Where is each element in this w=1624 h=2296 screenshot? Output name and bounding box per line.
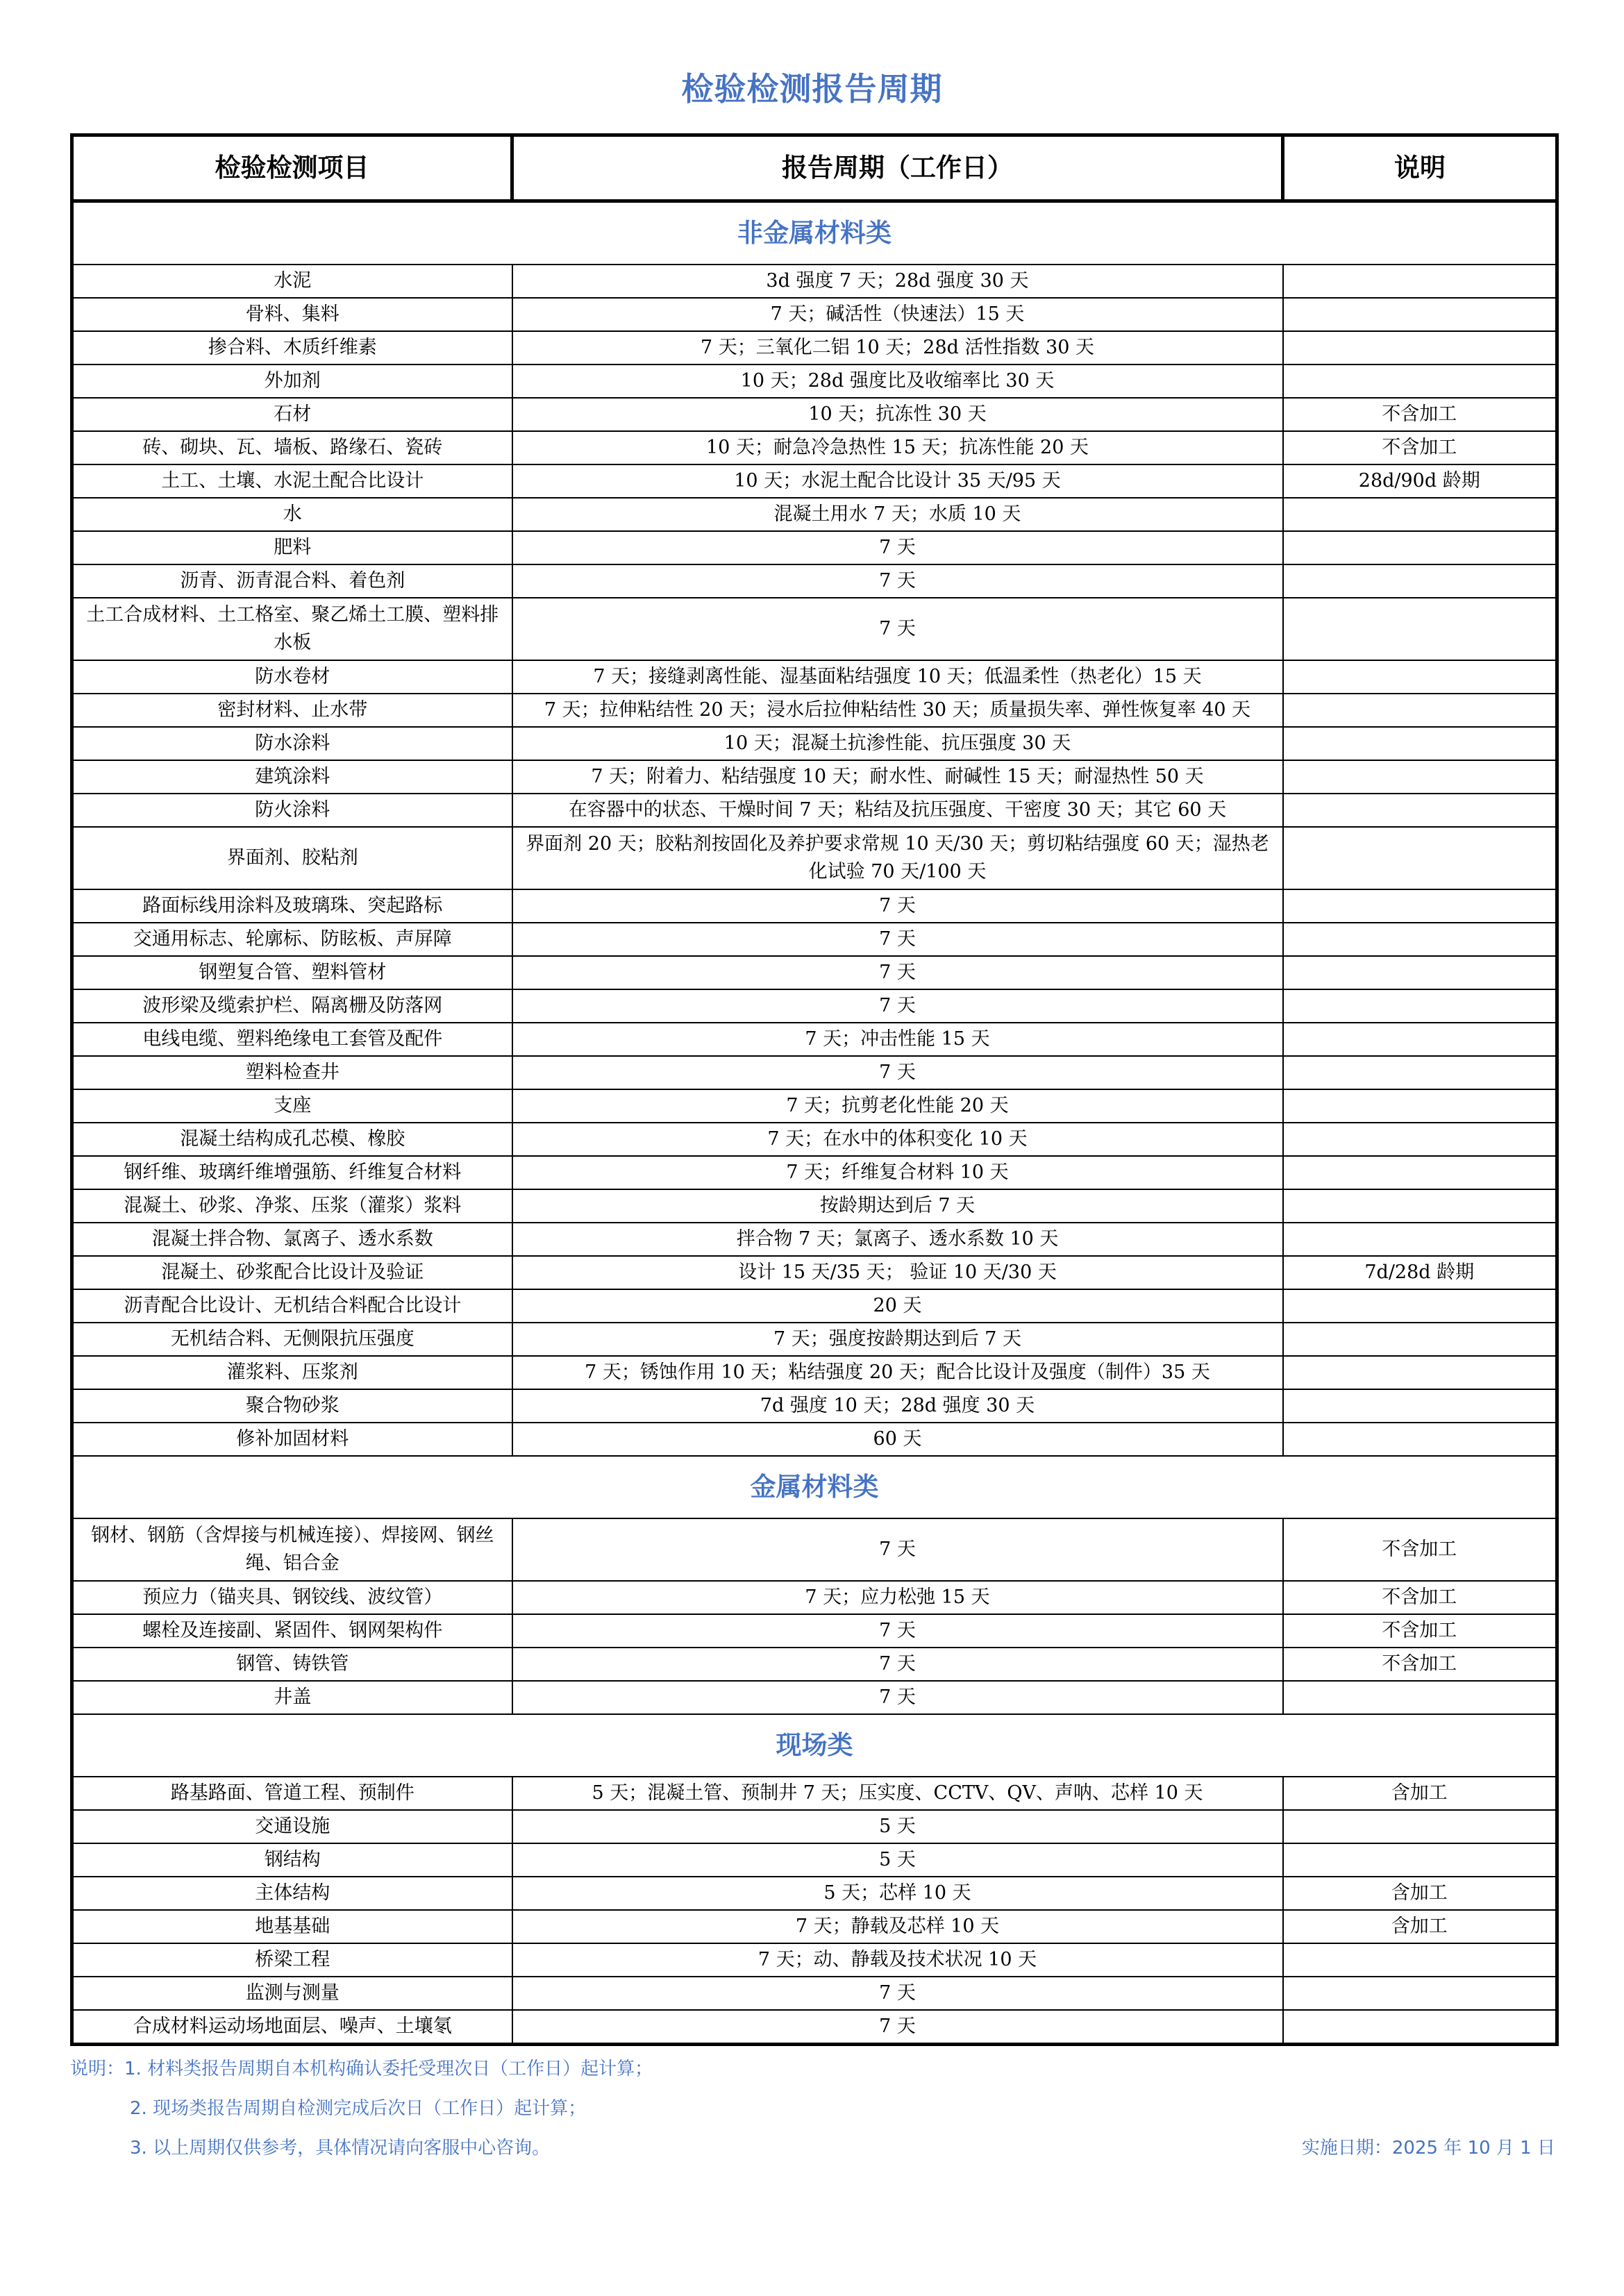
- cell-item: 钢塑复合管、塑料管材: [72, 956, 512, 989]
- cell-note: [1283, 498, 1557, 531]
- table-row: [72, 464, 1557, 498]
- note-line-1: 说明：1. 材料类报告周期自本机构确认委托受理次日（工作日）起计算；: [70, 2059, 653, 2079]
- cell-item: 钢纤维、玻璃纤维增强筋、纤维复合材料: [72, 1156, 512, 1189]
- table-row: [72, 827, 1557, 889]
- cell-item: 桥梁工程: [72, 1943, 512, 1977]
- cell-period: 7 天；纤维复合材料 10 天: [512, 1156, 1283, 1189]
- cell-note: [1283, 827, 1557, 889]
- cell-note: [1283, 989, 1557, 1023]
- cell-period: 7 天；锈蚀作用 10 天；粘结强度 20 天；配合比设计及强度（制件）35 天: [512, 1356, 1283, 1389]
- cell-note: [1283, 923, 1557, 956]
- table-row: [72, 760, 1557, 794]
- table-row: [72, 1910, 1557, 1943]
- cell-item: 钢结构: [72, 1843, 512, 1877]
- cell-note: [1283, 1023, 1557, 1056]
- cell-period: 7d 强度 10 天；28d 强度 30 天: [512, 1389, 1283, 1423]
- note-line-2: 2. 现场类报告周期自检测完成后次日（工作日）起计算；: [130, 2098, 587, 2119]
- cell-item: 交通设施: [72, 1810, 512, 1843]
- table-row: [72, 1356, 1557, 1389]
- cell-item: 波形梁及缆索护栏、隔离栅及防落网: [72, 989, 512, 1023]
- cell-note: [1283, 1943, 1557, 1977]
- cell-period: 10 天；混凝土抗渗性能、抗压强度 30 天: [512, 727, 1283, 760]
- cell-period: 按龄期达到后 7 天: [512, 1189, 1283, 1223]
- cell-note: [1283, 598, 1557, 660]
- table-row: [72, 2010, 1557, 2045]
- cell-note: [1283, 1123, 1557, 1156]
- table-row: [72, 794, 1557, 827]
- cell-period: 7 天: [512, 1518, 1283, 1581]
- cell-note: [1283, 1323, 1557, 1356]
- cell-note: [1283, 760, 1557, 794]
- cell-item: 螺栓及连接副、紧固件、钢网架构件: [72, 1614, 512, 1648]
- cell-note: 含加工: [1283, 1777, 1557, 1810]
- cell-item: 混凝土结构成孔芯模、橡胶: [72, 1123, 512, 1156]
- cell-period: 混凝土用水 7 天；水质 10 天: [512, 498, 1283, 531]
- cell-item: 交通用标志、轮廓标、防眩板、声屏障: [72, 923, 512, 956]
- table-row: [72, 298, 1557, 331]
- cell-note: [1283, 1056, 1557, 1089]
- cell-period: 7 天: [512, 989, 1283, 1023]
- cell-note: [1283, 2010, 1557, 2045]
- cell-note: 不含加工: [1283, 1581, 1557, 1614]
- table-row: [72, 1648, 1557, 1681]
- table-row: [72, 1423, 1557, 1456]
- cell-item: 合成材料运动场地面层、噪声、土壤氡: [72, 2010, 512, 2045]
- cell-period: 20 天: [512, 1289, 1283, 1323]
- cell-note: 不含加工: [1283, 431, 1557, 464]
- report-period-table: [70, 133, 1559, 2046]
- cell-period: 7 天: [512, 564, 1283, 598]
- cell-period: 7 天；拉伸粘结性 20 天；浸水后拉伸粘结性 30 天；质量损失率、弹性恢复率 40 天: [512, 694, 1283, 727]
- cell-item: 骨料、集料: [72, 298, 512, 331]
- cell-item: 主体结构: [72, 1877, 512, 1910]
- effective-date: 实施日期：2025 年 10 月 1 日: [1301, 2138, 1555, 2159]
- cell-note: [1283, 1423, 1557, 1456]
- cell-period: 7 天；接缝剥离性能、湿基面粘结强度 10 天；低温柔性（热老化）15 天: [512, 660, 1283, 694]
- cell-period: 7 天；应力松弛 15 天: [512, 1581, 1283, 1614]
- table-row: [72, 1681, 1557, 1714]
- cell-period: 7 天: [512, 2010, 1283, 2045]
- cell-item: 钢管、铸铁管: [72, 1648, 512, 1681]
- cell-item: 混凝土、砂浆配合比设计及验证: [72, 1256, 512, 1289]
- table-row: [72, 1614, 1557, 1648]
- cell-period: 界面剂 20 天；胶粘剂按固化及养护要求常规 10 天/30 天；剪切粘结强度 60 天；湿热老化试验 70 天/100 天: [512, 827, 1283, 889]
- cell-item: 塑料检查井: [72, 1056, 512, 1089]
- cell-period: 10 天；28d 强度比及收缩率比 30 天: [512, 364, 1283, 398]
- cell-note: [1283, 265, 1557, 298]
- cell-item: 土工、土壤、水泥土配合比设计: [72, 464, 512, 498]
- table-row: [72, 1223, 1557, 1256]
- cell-period: 5 天: [512, 1843, 1283, 1877]
- cell-item: 无机结合料、无侧限抗压强度: [72, 1323, 512, 1356]
- cell-item: 防火涂料: [72, 794, 512, 827]
- table-row: [72, 1289, 1557, 1323]
- table-row: [72, 398, 1557, 431]
- table-row: [72, 1056, 1557, 1089]
- table-row: [72, 1089, 1557, 1123]
- table-row: [72, 331, 1557, 364]
- header-item: 检验检测项目: [72, 135, 512, 201]
- cell-note: [1283, 1156, 1557, 1189]
- cell-item: 掺合料、木质纤维素: [72, 331, 512, 364]
- cell-note: [1283, 564, 1557, 598]
- cell-note: [1283, 727, 1557, 760]
- cell-note: [1283, 694, 1557, 727]
- cell-period: 7 天；冲击性能 15 天: [512, 1023, 1283, 1056]
- table-row: [72, 956, 1557, 989]
- cell-item: 井盖: [72, 1681, 512, 1714]
- cell-item: 沥青配合比设计、无机结合料配合比设计: [72, 1289, 512, 1323]
- cell-period: 3d 强度 7 天；28d 强度 30 天: [512, 265, 1283, 298]
- note-line-3: 3. 以上周期仅供参考，具体情况请向客服中心咨询。: [130, 2138, 551, 2159]
- table-row: [72, 989, 1557, 1023]
- cell-item: 聚合物砂浆: [72, 1389, 512, 1423]
- cell-period: 7 天: [512, 889, 1283, 923]
- section-row: [72, 1714, 1557, 1777]
- cell-note: [1283, 1289, 1557, 1323]
- table-row: [72, 889, 1557, 923]
- cell-period: 7 天；三氧化二铝 10 天；28d 活性指数 30 天: [512, 331, 1283, 364]
- cell-note: [1283, 1843, 1557, 1877]
- table-body: [72, 201, 1557, 2045]
- cell-period: 7 天；附着力、粘结强度 10 天；耐水性、耐碱性 15 天；耐湿热性 50 天: [512, 760, 1283, 794]
- cell-note: [1283, 1977, 1557, 2010]
- table-row: [72, 265, 1557, 298]
- cell-period: 60 天: [512, 1423, 1283, 1456]
- table-row: [72, 1123, 1557, 1156]
- header-period: 报告周期（工作日）: [512, 135, 1283, 201]
- cell-period: 7 天: [512, 956, 1283, 989]
- cell-note: [1283, 1389, 1557, 1423]
- cell-item: 路面标线用涂料及玻璃珠、突起路标: [72, 889, 512, 923]
- header-note: 说明: [1283, 135, 1557, 201]
- table-row: [72, 1256, 1557, 1289]
- cell-item: 混凝土、砂浆、净浆、压浆（灌浆）浆料: [72, 1189, 512, 1223]
- cell-item: 修补加固材料: [72, 1423, 512, 1456]
- cell-item: 外加剂: [72, 364, 512, 398]
- cell-item: 土工合成材料、土工格室、聚乙烯土工膜、塑料排水板: [72, 598, 512, 660]
- table-row: [72, 1023, 1557, 1056]
- cell-note: [1283, 889, 1557, 923]
- section-row: [72, 201, 1557, 265]
- table-row: [72, 923, 1557, 956]
- cell-period: 7 天；抗剪老化性能 20 天: [512, 1089, 1283, 1123]
- page-title: 检验检测报告周期: [681, 70, 943, 108]
- cell-item: 电线电缆、塑料绝缘电工套管及配件: [72, 1023, 512, 1056]
- table-row: [72, 694, 1557, 727]
- cell-item: 水泥: [72, 265, 512, 298]
- cell-period: 7 天: [512, 598, 1283, 660]
- cell-item: 监测与测量: [72, 1977, 512, 2010]
- table-row: [72, 1581, 1557, 1614]
- section-row: [72, 1456, 1557, 1518]
- cell-period: 7 天: [512, 531, 1283, 564]
- table-header-row: [72, 135, 1557, 201]
- cell-note: [1283, 1356, 1557, 1389]
- cell-note: 不含加工: [1283, 398, 1557, 431]
- table-row: [72, 498, 1557, 531]
- cell-note: [1283, 331, 1557, 364]
- cell-note: 含加工: [1283, 1877, 1557, 1910]
- cell-note: 28d/90d 龄期: [1283, 464, 1557, 498]
- cell-item: 肥料: [72, 531, 512, 564]
- cell-item: 石材: [72, 398, 512, 431]
- cell-note: 7d/28d 龄期: [1283, 1256, 1557, 1289]
- cell-note: [1283, 1223, 1557, 1256]
- cell-note: [1283, 298, 1557, 331]
- cell-period: 7 天: [512, 1681, 1283, 1714]
- cell-period: 5 天；混凝土管、预制井 7 天；压实度、CCTV、QV、声呐、芯样 10 天: [512, 1777, 1283, 1810]
- table-row: [72, 727, 1557, 760]
- cell-period: 7 天；碱活性（快速法）15 天: [512, 298, 1283, 331]
- cell-period: 5 天: [512, 1810, 1283, 1843]
- cell-item: 防水卷材: [72, 660, 512, 694]
- cell-period: 7 天；强度按龄期达到后 7 天: [512, 1323, 1283, 1356]
- table-row: [72, 1977, 1557, 2010]
- cell-period: 7 天: [512, 923, 1283, 956]
- table-row: [72, 531, 1557, 564]
- cell-item: 地基基础: [72, 1910, 512, 1943]
- cell-note: [1283, 1681, 1557, 1714]
- cell-item: 混凝土拌合物、氯离子、透水系数: [72, 1223, 512, 1256]
- table-row: [72, 1810, 1557, 1843]
- cell-item: 钢材、钢筋（含焊接与机械连接）、焊接网、钢丝绳、铝合金: [72, 1518, 512, 1581]
- cell-period: 在容器中的状态、干燥时间 7 天；粘结及抗压强度、干密度 30 天；其它 60 天: [512, 794, 1283, 827]
- cell-item: 支座: [72, 1089, 512, 1123]
- cell-item: 预应力（锚夹具、钢铰线、波纹管）: [72, 1581, 512, 1614]
- cell-period: 7 天；在水中的体积变化 10 天: [512, 1123, 1283, 1156]
- table-row: [72, 1389, 1557, 1423]
- cell-note: [1283, 531, 1557, 564]
- cell-item: 沥青、沥青混合料、着色剂: [72, 564, 512, 598]
- table-row: [72, 1323, 1557, 1356]
- table-row: [72, 1518, 1557, 1581]
- section-title: 非金属材料类: [72, 201, 1557, 265]
- cell-item: 密封材料、止水带: [72, 694, 512, 727]
- cell-period: 7 天；动、静载及技术状况 10 天: [512, 1943, 1283, 1977]
- table-row: [72, 431, 1557, 464]
- cell-note: 不含加工: [1283, 1614, 1557, 1648]
- table-row: [72, 364, 1557, 398]
- table-row: [72, 1843, 1557, 1877]
- section-title: 现场类: [72, 1714, 1557, 1777]
- table-row: [72, 1156, 1557, 1189]
- cell-note: 不含加工: [1283, 1648, 1557, 1681]
- cell-note: [1283, 1089, 1557, 1123]
- cell-note: [1283, 1189, 1557, 1223]
- cell-note: 不含加工: [1283, 1518, 1557, 1581]
- cell-period: 5 天；芯样 10 天: [512, 1877, 1283, 1910]
- cell-item: 灌浆料、压浆剂: [72, 1356, 512, 1389]
- cell-period: 7 天；静载及芯样 10 天: [512, 1910, 1283, 1943]
- table-row: [72, 660, 1557, 694]
- cell-item: 砖、砌块、瓦、墙板、路缘石、瓷砖: [72, 431, 512, 464]
- cell-note: [1283, 1810, 1557, 1843]
- cell-period: 7 天: [512, 1056, 1283, 1089]
- cell-period: 拌合物 7 天；氯离子、透水系数 10 天: [512, 1223, 1283, 1256]
- cell-note: 含加工: [1283, 1910, 1557, 1943]
- cell-item: 路基路面、管道工程、预制件: [72, 1777, 512, 1810]
- cell-note: [1283, 956, 1557, 989]
- table-row: [72, 598, 1557, 660]
- cell-period: 7 天: [512, 1977, 1283, 2010]
- cell-period: 10 天；抗冻性 30 天: [512, 398, 1283, 431]
- table-row: [72, 1189, 1557, 1223]
- footnotes: [70, 2054, 1555, 2159]
- cell-period: 10 天；水泥土配合比设计 35 天/95 天: [512, 464, 1283, 498]
- cell-period: 7 天: [512, 1648, 1283, 1681]
- table-row: [72, 1943, 1557, 1977]
- table-row: [72, 1777, 1557, 1810]
- cell-item: 建筑涂料: [72, 760, 512, 794]
- section-title: 金属材料类: [72, 1456, 1557, 1518]
- cell-period: 10 天；耐急冷急热性 15 天；抗冻性能 20 天: [512, 431, 1283, 464]
- cell-item: 防水涂料: [72, 727, 512, 760]
- cell-note: [1283, 364, 1557, 398]
- cell-period: 7 天: [512, 1614, 1283, 1648]
- cell-note: [1283, 660, 1557, 694]
- cell-note: [1283, 794, 1557, 827]
- table-row: [72, 564, 1557, 598]
- cell-item: 界面剂、胶粘剂: [72, 827, 512, 889]
- cell-period: 设计 15 天/35 天； 验证 10 天/30 天: [512, 1256, 1283, 1289]
- cell-item: 水: [72, 498, 512, 531]
- table-row: [72, 1877, 1557, 1910]
